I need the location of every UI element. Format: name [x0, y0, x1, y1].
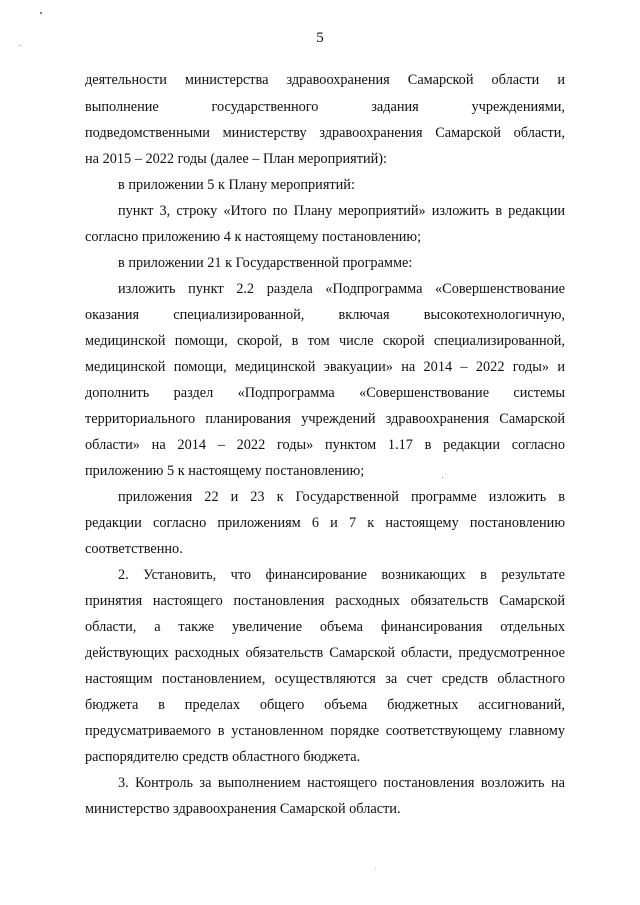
text-line: распорядителю средств областного бюджета. [85, 749, 361, 765]
text-line: изложить пункт 2.2 раздела «Подпрограмма «Совершенствование [118, 281, 565, 297]
text-line: медицинской помощи, скорой, в том числе скорой специализированной, [85, 333, 565, 349]
scan-speck [375, 868, 376, 869]
text-line: деятельности министерства здравоохранения Самарской области и [85, 72, 565, 88]
text-line: министерство здравоохранения Самарской области. [85, 801, 401, 817]
text-line: 3. Контроль за выполнением настоящего постановления возложить на [118, 775, 565, 791]
text-line: приложению 5 к настоящему постановлению; [85, 463, 365, 479]
text-line: в приложении 5 к Плану мероприятий: [118, 177, 355, 193]
text-line: на 2015 – 2022 годы (далее – План мероприятий): [85, 151, 387, 167]
text-line: в приложении 21 к Государственной программе: [118, 255, 413, 271]
text-line: бюджета в пределах общего объема бюджетных ассигнований, [85, 697, 565, 713]
text-line: приложения 22 и 23 к Государственной программе изложить в [118, 489, 565, 505]
text-line: территориального планирования учреждений здравоохранения Самарской [85, 411, 565, 427]
text-line: оказания специализированной, включая высокотехнологичную, [85, 307, 565, 323]
scan-speck [40, 12, 42, 14]
text-line: соответственно. [85, 541, 183, 557]
text-line: подведомственными министерству здравоохранения Самарской области, [85, 125, 565, 141]
text-line: области, а также увеличение объема финансирования отдельных [85, 619, 565, 635]
text-line: редакции согласно приложениям 6 и 7 к настоящему постановлению [85, 515, 565, 531]
text-line: медицинской помощи, медицинской эвакуации» на 2014 – 2022 годы» и [85, 359, 565, 375]
text-line: пункт 3, строку «Итого по Плану мероприятий» изложить в редакции [118, 203, 565, 219]
text-line: области» на 2014 – 2022 годы» пунктом 1.17 в редакции согласно [85, 437, 565, 453]
text-line: действующих расходных обязательств Самарской области, предусмотренное [85, 645, 565, 661]
text-line: предусматриваемого в установленном порядке соответствующему главному [85, 723, 565, 739]
text-line: принятия настоящего постановления расходных обязательств Самарской [85, 593, 565, 609]
text-line: 2. Установить, что финансирование возникающих в результате [118, 567, 565, 583]
page-number: 5 [316, 30, 324, 46]
text-line: согласно приложению 4 к настоящему постановлению; [85, 229, 422, 245]
text-line: дополнить раздел «Подпрограмма «Совершенствование системы [85, 385, 565, 401]
text-line: настоящим постановлением, осуществляются за счет средств областного [85, 671, 565, 687]
text-line: выполнение государственного задания учреждениями, [85, 99, 565, 115]
